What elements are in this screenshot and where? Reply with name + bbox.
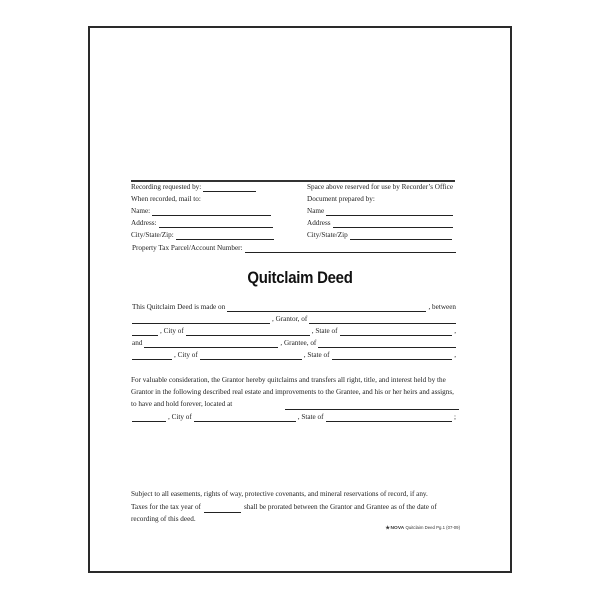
made-on-date-field[interactable]: [227, 304, 426, 312]
subject-line-1: Subject to all easements, rights of way, protective covenants, and mineral reservations of record, if any.: [131, 490, 428, 498]
grantor-address-cont-field[interactable]: [132, 328, 158, 336]
grantee-row: [131, 339, 457, 348]
subject-line-3: recording of this deed.: [131, 515, 196, 523]
prepared-name-row: [307, 207, 453, 216]
grantee-city-row: [131, 351, 457, 360]
brand-logo: NOVA: [390, 526, 405, 531]
tax-year-field[interactable]: [204, 504, 241, 513]
property-city-label: , City of: [168, 413, 192, 421]
grantor-city-field[interactable]: [186, 328, 310, 336]
property-location-field[interactable]: [285, 402, 459, 410]
grantor-comma: ,: [454, 327, 456, 335]
prepared-city-field[interactable]: [350, 232, 452, 240]
mail-name-field[interactable]: [152, 208, 271, 216]
made-on-label: This Quitclaim Deed is made on: [132, 303, 226, 311]
parcel-number-field[interactable]: [245, 245, 456, 253]
mail-city-field[interactable]: [176, 232, 274, 240]
property-state-field[interactable]: [326, 414, 452, 422]
grantee-city-label: , City of: [174, 351, 198, 359]
recorder-space-row: [307, 183, 453, 192]
grantee-comma: ,: [454, 351, 456, 359]
when-recorded-label: When recorded, mail to:: [131, 195, 201, 203]
grantee-address-field[interactable]: [318, 340, 456, 348]
recorder-space-label: Space above reserved for use by Recorder’s Office: [307, 183, 454, 191]
grantor-state-label: , State of: [311, 327, 338, 335]
property-city-row: [131, 413, 457, 422]
grantee-city-field[interactable]: [200, 352, 302, 360]
property-semicolon: ;: [454, 413, 456, 421]
prepared-by-row: [307, 195, 375, 204]
grantor-state-field[interactable]: [340, 328, 453, 336]
grantee-state-field[interactable]: [332, 352, 453, 360]
header-rule: [131, 180, 455, 182]
recording-requested-by-row: [131, 183, 256, 192]
grantor-city-row: [131, 327, 457, 336]
mail-address-row: [131, 219, 273, 228]
grantor-address-field[interactable]: [309, 316, 456, 324]
taxes-suffix: shall be prorated between the Grantor and Grantee as of the date of: [243, 502, 437, 511]
mail-address-label: Address:: [131, 219, 157, 227]
mail-name-label: Name:: [131, 207, 151, 215]
grantor-of-label: , Grantor, of: [272, 315, 308, 323]
grantor-name-field[interactable]: [132, 316, 270, 324]
grantee-of-label: , Grantee, of: [280, 339, 317, 347]
mail-address-field[interactable]: [159, 220, 273, 228]
taxes-prefix: Taxes for the tax year of: [131, 502, 201, 511]
prepared-name-label: Name: [307, 207, 325, 215]
grantor-row: [131, 315, 457, 324]
grantee-address-cont-field[interactable]: [132, 352, 172, 360]
recording-requested-by-label: Recording requested by:: [131, 183, 202, 191]
property-location-cont-field[interactable]: [132, 414, 166, 422]
grantee-name-field[interactable]: [144, 340, 278, 348]
prepared-by-label: Document prepared by:: [307, 195, 375, 203]
prepared-address-field[interactable]: [333, 220, 453, 228]
prepared-address-row: [307, 219, 453, 228]
prepared-city-row: [307, 231, 452, 240]
parcel-number-row: [131, 244, 457, 253]
mail-name-row: [131, 207, 271, 216]
property-city-field[interactable]: [194, 414, 296, 422]
when-recorded-row: [131, 195, 201, 204]
between-label: , between: [428, 303, 456, 311]
document-title: Quitclaim Deed: [247, 268, 353, 287]
grantee-state-label: , State of: [303, 351, 330, 359]
prepared-city-label: City/State/Zip: [307, 231, 348, 239]
form-id: Quitclaim Deed Pg.1 (07-09): [405, 525, 460, 530]
mail-city-label: City/State/Zip:: [131, 231, 174, 239]
consideration-text: For valuable consideration, the Grantor hereby quitclaims and transfers all right, title, and interest held by the Grantor in the following described real estate and improvements to the Grantee, and his or her heirs and assigns, to have and hold forever, located at: [131, 376, 454, 409]
made-on-row: [131, 303, 457, 312]
recording-requested-by-field[interactable]: [203, 184, 256, 192]
taxes-row: [131, 501, 459, 514]
subject-paragraph: [131, 488, 459, 526]
and-label: and: [132, 339, 143, 347]
mail-city-row: [131, 231, 274, 240]
prepared-name-field[interactable]: [326, 208, 453, 216]
form-footer: [338, 525, 460, 532]
parcel-number-label: Property Tax Parcel/Account Number:: [132, 244, 243, 252]
property-state-label: , State of: [297, 413, 324, 421]
star-icon: ★: [385, 525, 391, 532]
prepared-address-label: Address: [307, 219, 331, 227]
grantor-city-label: , City of: [160, 327, 184, 335]
